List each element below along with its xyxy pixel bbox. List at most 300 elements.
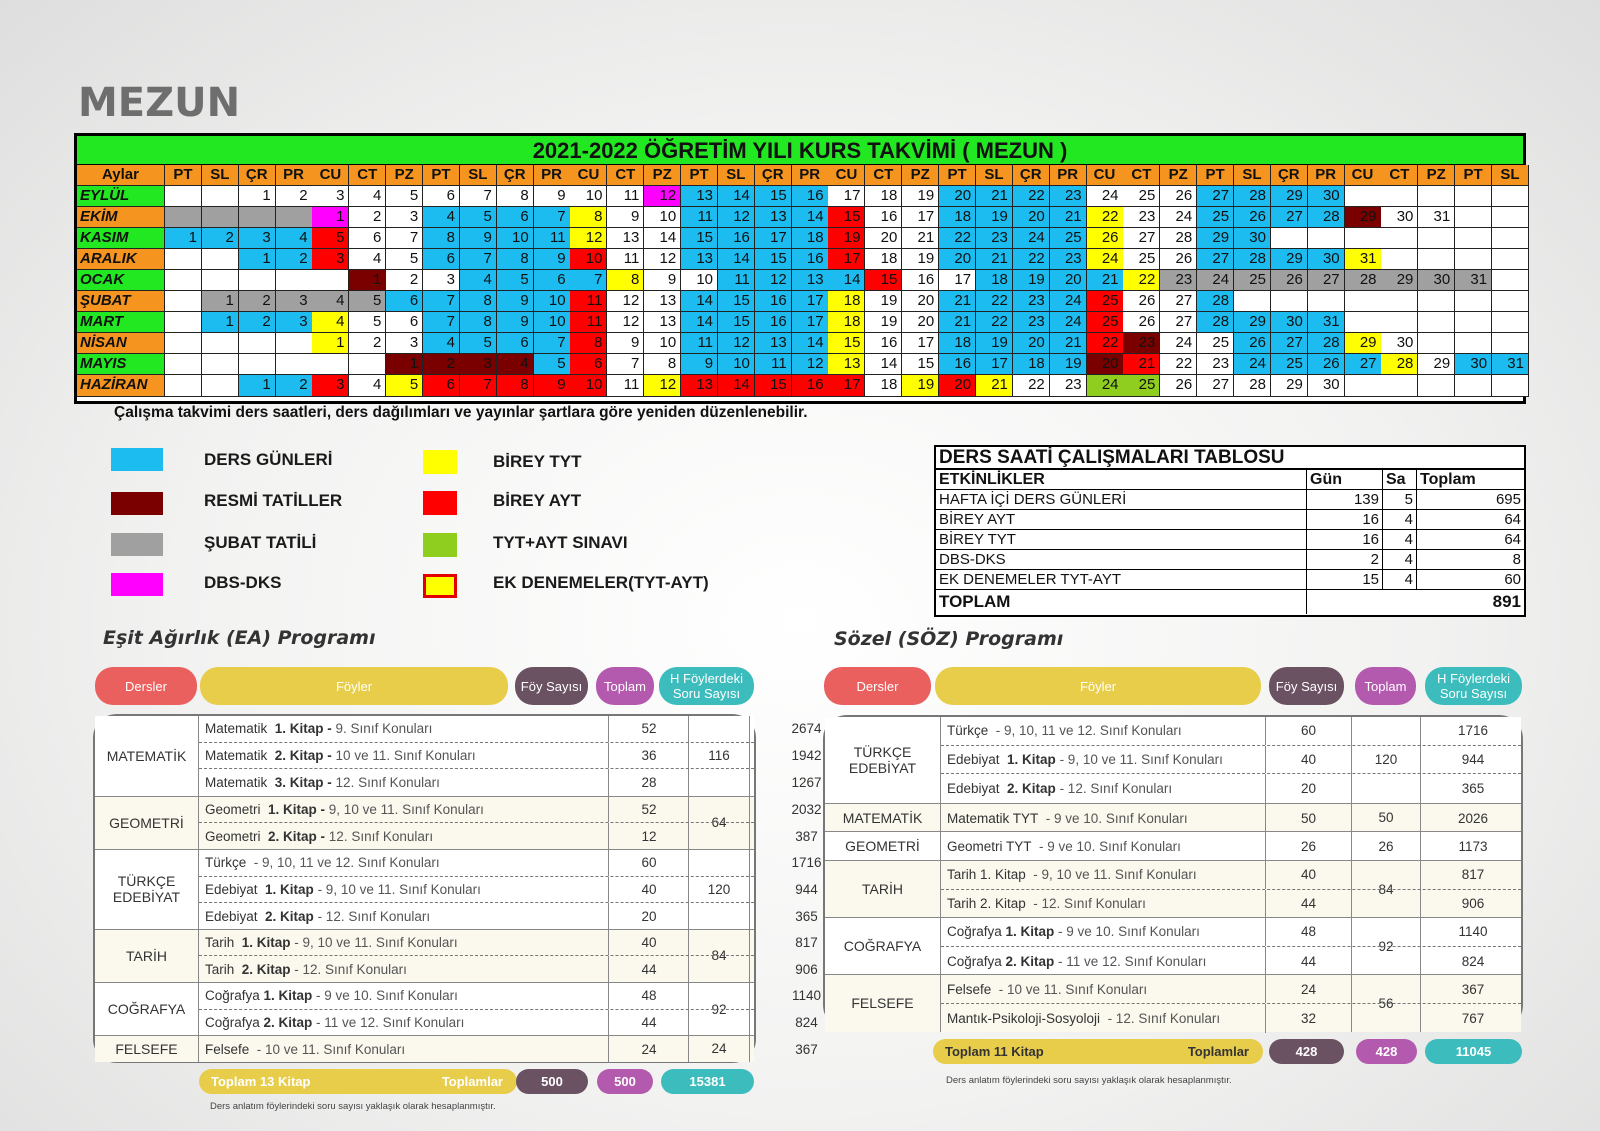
book-topics: - 9 ve 10. Sınıf Konuları bbox=[1054, 924, 1200, 940]
ders-saati-total-row bbox=[936, 590, 1524, 614]
empty-cell bbox=[1271, 228, 1308, 249]
day-cell: 26 bbox=[1123, 312, 1160, 333]
empty-cell bbox=[1455, 207, 1492, 228]
ders-saati-cell: BİREY AYT bbox=[936, 510, 1307, 529]
book-row bbox=[199, 769, 822, 796]
day-cell: 25 bbox=[1050, 228, 1087, 249]
day-cell: 7 bbox=[534, 333, 571, 354]
empty-cell bbox=[1492, 186, 1529, 207]
day-cell: 15 bbox=[828, 207, 865, 228]
empty-cell bbox=[1381, 228, 1418, 249]
day-cell: 4 bbox=[312, 291, 349, 312]
day-cell: 29 bbox=[1271, 186, 1308, 207]
book-subject: Mantık-Psikoloji-Sosyoloji bbox=[947, 1010, 1101, 1026]
book-subject: Matematik bbox=[205, 774, 275, 790]
day-cell: 1 bbox=[165, 228, 202, 249]
book-title bbox=[205, 823, 609, 850]
day-cell: 8 bbox=[497, 375, 534, 397]
day-cell: 30 bbox=[1234, 228, 1271, 249]
empty-cell bbox=[1492, 312, 1529, 333]
ders-saati-cell: DBS-DKS bbox=[936, 550, 1307, 569]
book-row bbox=[199, 1036, 818, 1063]
day-cell: 14 bbox=[865, 354, 902, 375]
header-foyler: Föyler bbox=[935, 667, 1261, 705]
day-cell: 2 bbox=[239, 291, 276, 312]
book-subject: Coğrafya bbox=[947, 924, 1006, 940]
legend-label: DERS GÜNLERİ bbox=[204, 450, 333, 469]
day-cell: 23 bbox=[1050, 375, 1087, 397]
subject-group bbox=[825, 803, 1521, 832]
question-count: 387 bbox=[795, 829, 818, 845]
book-title bbox=[947, 774, 1265, 803]
day-cell: 29 bbox=[1271, 375, 1308, 397]
question-count: 365 bbox=[795, 908, 818, 924]
day-cell: 30 bbox=[1381, 333, 1418, 354]
day-header: PZ bbox=[1160, 165, 1197, 186]
foy-count: 26 bbox=[1265, 832, 1351, 861]
day-cell: 12 bbox=[718, 333, 755, 354]
book-row bbox=[199, 716, 822, 743]
day-cell: 9 bbox=[607, 207, 644, 228]
empty-cell bbox=[1492, 249, 1529, 270]
ders-saati-cell: 16 bbox=[1307, 530, 1383, 549]
day-cell: 29 bbox=[1234, 312, 1271, 333]
footer-toplam: 500 bbox=[597, 1069, 653, 1094]
day-cell: 14 bbox=[828, 270, 865, 291]
empty-cell bbox=[1455, 291, 1492, 312]
foy-count: 40 bbox=[1265, 861, 1351, 889]
day-cell: 6 bbox=[497, 207, 534, 228]
day-cell: 7 bbox=[570, 270, 607, 291]
day-cell: 2 bbox=[386, 270, 423, 291]
header-foy-sayisi: Föy Sayısı bbox=[1269, 667, 1344, 705]
day-cell: 27 bbox=[1271, 333, 1308, 354]
book-subject: Matematik TYT bbox=[947, 810, 1039, 826]
book-row bbox=[941, 975, 1521, 1004]
day-cell: 4 bbox=[423, 207, 460, 228]
day-header: PR bbox=[1308, 165, 1345, 186]
day-header: PZ bbox=[1418, 165, 1455, 186]
day-cell: 25 bbox=[1197, 207, 1234, 228]
day-cell: 1 bbox=[239, 375, 276, 397]
day-cell: 23 bbox=[1123, 333, 1160, 354]
question-count: 2674 bbox=[791, 721, 822, 737]
book-topics: - 9, 10 ve 11. Sınıf Konuları bbox=[290, 935, 458, 951]
day-cell: 19 bbox=[828, 228, 865, 249]
day-header: PZ bbox=[902, 165, 939, 186]
book-topics: - 11 ve 12. Sınıf Konuları bbox=[1054, 953, 1207, 969]
book-number: 1. Kitap bbox=[241, 935, 291, 951]
day-cell: 8 bbox=[570, 207, 607, 228]
day-cell: 23 bbox=[1050, 249, 1087, 270]
day-header: PT bbox=[423, 165, 460, 186]
day-cell: 22 bbox=[1160, 354, 1197, 375]
ders-saati-cell: 4 bbox=[1383, 510, 1417, 529]
ders-saati-cell: 4 bbox=[1383, 550, 1417, 569]
book-number: 2. Kitap bbox=[265, 908, 314, 924]
day-header: CT bbox=[349, 165, 386, 186]
empty-cell bbox=[1418, 186, 1455, 207]
book-subject: Tarih bbox=[205, 962, 242, 978]
header-toplam: Toplam bbox=[1355, 667, 1416, 705]
day-cell: 14 bbox=[718, 249, 755, 270]
day-cell: 18 bbox=[1013, 354, 1050, 375]
day-cell: 20 bbox=[1050, 270, 1087, 291]
book-row bbox=[941, 746, 1521, 775]
day-cell: 15 bbox=[718, 291, 755, 312]
subject-total: 84 bbox=[688, 930, 750, 982]
foy-count: 60 bbox=[1265, 717, 1351, 745]
day-cell: 10 bbox=[644, 207, 681, 228]
empty-cell bbox=[1381, 186, 1418, 207]
empty-cell bbox=[1418, 249, 1455, 270]
subject-total: 56 bbox=[1351, 975, 1421, 1031]
book-title bbox=[205, 716, 609, 742]
book-topics: - 12. Sınıf Konuları bbox=[290, 962, 407, 978]
soz-program-title: Sözel (SÖZ) Programı bbox=[834, 628, 1064, 650]
ders-saati-cell: 16 bbox=[1307, 510, 1383, 529]
day-cell: 20 bbox=[1013, 207, 1050, 228]
ders-saati-row bbox=[936, 570, 1524, 590]
day-cell: 27 bbox=[1160, 312, 1197, 333]
book-title bbox=[205, 797, 609, 823]
legend-label: RESMİ TATİLLER bbox=[204, 491, 343, 510]
empty-cell bbox=[1345, 291, 1382, 312]
empty-cell bbox=[312, 270, 349, 291]
day-cell: 23 bbox=[1197, 354, 1234, 375]
day-cell: 29 bbox=[1418, 354, 1455, 375]
day-cell: 24 bbox=[1050, 312, 1087, 333]
book-subject: Matematik bbox=[205, 747, 275, 763]
day-header: SL bbox=[718, 165, 755, 186]
day-cell: 27 bbox=[1345, 354, 1382, 375]
day-cell: 13 bbox=[681, 186, 718, 207]
subject-name: TARİH bbox=[825, 861, 941, 917]
subject-total: 92 bbox=[1351, 918, 1421, 974]
day-cell: 7 bbox=[534, 207, 571, 228]
book-subject: Geometri TYT bbox=[947, 839, 1032, 855]
book-title bbox=[205, 850, 609, 876]
day-cell: 16 bbox=[939, 354, 976, 375]
day-cell: 9 bbox=[460, 228, 497, 249]
book-number: 2. Kitap bbox=[1007, 780, 1056, 796]
day-cell: 13 bbox=[681, 375, 718, 397]
foy-count: 20 bbox=[1265, 774, 1351, 803]
day-cell: 23 bbox=[1123, 207, 1160, 228]
day-cell: 24 bbox=[1087, 375, 1124, 397]
book-topics: - 9, 10, 11 ve 12. Sınıf Konuları bbox=[988, 723, 1182, 739]
footer-books-bar bbox=[199, 1069, 517, 1094]
day-cell: 28 bbox=[1308, 207, 1345, 228]
day-cell: 1 bbox=[386, 354, 423, 375]
day-cell: 23 bbox=[1013, 312, 1050, 333]
subject-group bbox=[825, 831, 1521, 860]
day-cell: 19 bbox=[902, 375, 939, 397]
day-cell: 17 bbox=[976, 354, 1013, 375]
foy-count: 32 bbox=[1265, 1004, 1351, 1033]
legend-swatch bbox=[111, 492, 163, 515]
day-cell: 5 bbox=[312, 228, 349, 249]
book-title bbox=[947, 832, 1265, 861]
question-count: 1140 bbox=[1458, 924, 1488, 940]
day-cell: 3 bbox=[312, 249, 349, 270]
day-cell: 9 bbox=[534, 375, 571, 397]
subject-total: 24 bbox=[688, 1036, 750, 1062]
subject-name: COĞRAFYA bbox=[95, 983, 199, 1035]
day-cell: 4 bbox=[460, 270, 497, 291]
ders-saati-cell: 64 bbox=[1504, 531, 1521, 548]
foy-count: 48 bbox=[1265, 918, 1351, 946]
ders-saati-cell: 5 bbox=[1383, 490, 1417, 509]
book-topics: 12. Sınıf Konuları bbox=[331, 774, 440, 790]
book-number: 2. Kitap - bbox=[268, 829, 326, 845]
day-cell: 30 bbox=[1308, 249, 1345, 270]
empty-cell bbox=[1381, 375, 1418, 397]
total-value: 891 bbox=[1492, 592, 1521, 611]
book-row bbox=[199, 1010, 818, 1037]
empty-cell bbox=[1492, 375, 1529, 397]
question-count: 767 bbox=[1461, 1010, 1485, 1026]
day-cell: 17 bbox=[792, 312, 829, 333]
day-cell: 13 bbox=[755, 333, 792, 354]
book-subject: Matematik bbox=[205, 721, 275, 737]
book-title bbox=[205, 983, 609, 1009]
empty-cell bbox=[276, 354, 313, 375]
footer-label: Toplamlar bbox=[1187, 1044, 1249, 1059]
day-header: PR bbox=[792, 165, 829, 186]
day-cell: 19 bbox=[902, 186, 939, 207]
day-cell: 6 bbox=[349, 228, 386, 249]
day-cell: 30 bbox=[1418, 270, 1455, 291]
day-cell: 11 bbox=[534, 228, 571, 249]
day-cell: 12 bbox=[644, 375, 681, 397]
day-cell: 15 bbox=[902, 354, 939, 375]
day-cell: 30 bbox=[1308, 186, 1345, 207]
day-cell: 26 bbox=[1160, 186, 1197, 207]
day-cell: 19 bbox=[976, 333, 1013, 354]
soz-table bbox=[823, 715, 1523, 1029]
foy-count: 40 bbox=[608, 930, 689, 956]
legend-label: DBS-DKS bbox=[204, 573, 282, 592]
day-header: PZ bbox=[386, 165, 423, 186]
footer-soru: 11045 bbox=[1425, 1039, 1522, 1064]
day-cell: 2 bbox=[276, 375, 313, 397]
empty-cell bbox=[202, 207, 239, 228]
day-cell: 20 bbox=[902, 291, 939, 312]
ders-saati-cell: 2 bbox=[1307, 550, 1383, 569]
book-row bbox=[199, 956, 818, 983]
book-topics: 9, 10 ve 11. Sınıf Konuları bbox=[325, 802, 484, 818]
question-count: 817 bbox=[795, 935, 818, 951]
book-row bbox=[199, 850, 822, 877]
empty-cell bbox=[1308, 291, 1345, 312]
day-cell: 11 bbox=[718, 270, 755, 291]
day-cell: 1 bbox=[349, 270, 386, 291]
ders-saati-cell: 64 bbox=[1504, 511, 1521, 528]
day-cell: 20 bbox=[939, 249, 976, 270]
day-cell: 22 bbox=[976, 291, 1013, 312]
day-cell: 10 bbox=[534, 291, 571, 312]
subject-total: 50 bbox=[1351, 804, 1421, 832]
empty-cell bbox=[202, 186, 239, 207]
empty-cell bbox=[1234, 291, 1271, 312]
day-header: SL bbox=[976, 165, 1013, 186]
day-cell: 28 bbox=[1234, 249, 1271, 270]
day-cell: 14 bbox=[681, 291, 718, 312]
day-cell: 5 bbox=[349, 291, 386, 312]
ders-saati-cell: 4 bbox=[1383, 530, 1417, 549]
day-cell: 7 bbox=[423, 312, 460, 333]
question-count: 944 bbox=[1461, 751, 1485, 767]
day-cell: 19 bbox=[902, 249, 939, 270]
empty-cell bbox=[1492, 333, 1529, 354]
day-cell: 8 bbox=[607, 270, 644, 291]
day-cell: 9 bbox=[534, 186, 571, 207]
day-cell: 11 bbox=[607, 375, 644, 397]
day-cell: 14 bbox=[792, 333, 829, 354]
book-row bbox=[941, 774, 1521, 803]
ders-saati-cell: 8 bbox=[1512, 551, 1521, 568]
legend-label: EK DENEMELER(TYT-AYT) bbox=[493, 573, 709, 592]
day-cell: 24 bbox=[1050, 291, 1087, 312]
book-title bbox=[205, 903, 609, 930]
header-sa: Sa bbox=[1383, 470, 1417, 489]
empty-cell bbox=[1418, 333, 1455, 354]
book-topics: - 9, 10, 11 ve 12. Sınıf Konuları bbox=[246, 855, 440, 871]
day-cell: 27 bbox=[1197, 249, 1234, 270]
day-cell: 12 bbox=[644, 249, 681, 270]
day-header: PR bbox=[276, 165, 313, 186]
empty-cell bbox=[1455, 312, 1492, 333]
question-count: 1942 bbox=[791, 747, 822, 763]
foy-count: 40 bbox=[1265, 746, 1351, 774]
foy-count: 44 bbox=[608, 956, 689, 983]
month-label: EYLÜL bbox=[77, 186, 165, 207]
book-number: 1. Kitap bbox=[1007, 751, 1056, 767]
day-cell: 21 bbox=[939, 291, 976, 312]
footer-books: Toplam 13 Kitap bbox=[211, 1074, 311, 1089]
day-cell: 22 bbox=[976, 312, 1013, 333]
foy-count: 44 bbox=[1265, 890, 1351, 919]
question-count: 2026 bbox=[1457, 810, 1489, 826]
day-cell: 7 bbox=[460, 375, 497, 397]
day-cell: 27 bbox=[1160, 291, 1197, 312]
day-cell: 26 bbox=[1234, 207, 1271, 228]
day-cell: 5 bbox=[534, 354, 571, 375]
subject-total: 92 bbox=[688, 983, 750, 1035]
book-row bbox=[199, 983, 822, 1010]
day-header: SL bbox=[1234, 165, 1271, 186]
subject-name: GEOMETRİ bbox=[95, 797, 199, 849]
book-number: 1. Kitap bbox=[1005, 924, 1055, 940]
day-cell: 18 bbox=[792, 228, 829, 249]
day-cell: 31 bbox=[1345, 249, 1382, 270]
day-cell: 5 bbox=[497, 270, 534, 291]
ders-saati-table bbox=[934, 445, 1526, 617]
day-cell: 21 bbox=[1123, 354, 1160, 375]
ders-saati-header-row bbox=[936, 470, 1524, 490]
ders-saati-row bbox=[936, 550, 1524, 570]
day-cell: 18 bbox=[865, 249, 902, 270]
empty-cell bbox=[1418, 375, 1455, 397]
legend-label: BİREY AYT bbox=[493, 491, 582, 510]
day-header: ÇR bbox=[1271, 165, 1308, 186]
header-gun: Gün bbox=[1307, 470, 1383, 489]
day-cell: 28 bbox=[1197, 291, 1234, 312]
day-cell: 25 bbox=[1123, 186, 1160, 207]
day-cell: 26 bbox=[1160, 249, 1197, 270]
day-cell: 21 bbox=[976, 375, 1013, 397]
day-cell: 8 bbox=[497, 249, 534, 270]
day-cell: 3 bbox=[423, 270, 460, 291]
day-cell: 24 bbox=[1160, 207, 1197, 228]
empty-cell bbox=[202, 249, 239, 270]
book-subject: Tarih 2. Kitap bbox=[947, 896, 1026, 912]
question-count: 1716 bbox=[791, 855, 822, 871]
question-count: 1716 bbox=[1457, 723, 1489, 739]
day-cell: 18 bbox=[828, 291, 865, 312]
book-topics: - 12. Sınıf Konuları bbox=[1055, 780, 1173, 796]
day-cell: 7 bbox=[460, 186, 497, 207]
day-cell: 13 bbox=[828, 354, 865, 375]
question-count: 906 bbox=[795, 962, 818, 978]
empty-cell bbox=[276, 333, 313, 354]
legend-swatch bbox=[423, 574, 457, 598]
day-cell: 2 bbox=[202, 228, 239, 249]
ders-saati-title: DERS SAATİ ÇALIŞMALARI TABLOSU bbox=[936, 447, 1524, 470]
book-title bbox=[947, 1004, 1265, 1033]
empty-cell bbox=[1492, 228, 1529, 249]
book-number: 1. Kitap - bbox=[274, 721, 332, 737]
day-cell: 3 bbox=[312, 375, 349, 397]
day-cell: 8 bbox=[460, 291, 497, 312]
day-cell: 8 bbox=[423, 228, 460, 249]
day-cell: 25 bbox=[1234, 270, 1271, 291]
day-cell: 28 bbox=[1160, 228, 1197, 249]
day-cell: 15 bbox=[718, 312, 755, 333]
day-cell: 12 bbox=[792, 354, 829, 375]
day-cell: 4 bbox=[312, 312, 349, 333]
day-cell: 27 bbox=[1197, 186, 1234, 207]
day-cell: 24 bbox=[1234, 354, 1271, 375]
foy-count: 24 bbox=[1265, 975, 1351, 1003]
day-cell: 20 bbox=[865, 228, 902, 249]
day-cell: 10 bbox=[718, 354, 755, 375]
footer-soru: 15381 bbox=[661, 1069, 754, 1094]
book-number: 1. Kitap bbox=[263, 988, 313, 1004]
question-count: 1173 bbox=[1458, 839, 1488, 855]
day-cell: 25 bbox=[1123, 375, 1160, 397]
header-dersler: Dersler bbox=[95, 667, 197, 705]
day-cell: 13 bbox=[681, 249, 718, 270]
book-row bbox=[941, 947, 1521, 976]
day-cell: 21 bbox=[939, 312, 976, 333]
book-topics: - 12. Sınıf Konuları bbox=[313, 908, 431, 924]
day-cell: 14 bbox=[718, 375, 755, 397]
day-cell: 22 bbox=[939, 228, 976, 249]
day-cell: 16 bbox=[755, 291, 792, 312]
legend-swatch bbox=[423, 533, 457, 557]
subject-group bbox=[95, 982, 822, 1035]
day-cell: 14 bbox=[792, 207, 829, 228]
day-cell: 26 bbox=[1271, 270, 1308, 291]
question-count: 824 bbox=[1461, 953, 1485, 969]
day-cell: 25 bbox=[1087, 291, 1124, 312]
day-cell: 29 bbox=[1271, 249, 1308, 270]
day-cell: 6 bbox=[423, 249, 460, 270]
total-label: TOPLAM bbox=[936, 590, 1307, 614]
day-cell: 3 bbox=[276, 312, 313, 333]
